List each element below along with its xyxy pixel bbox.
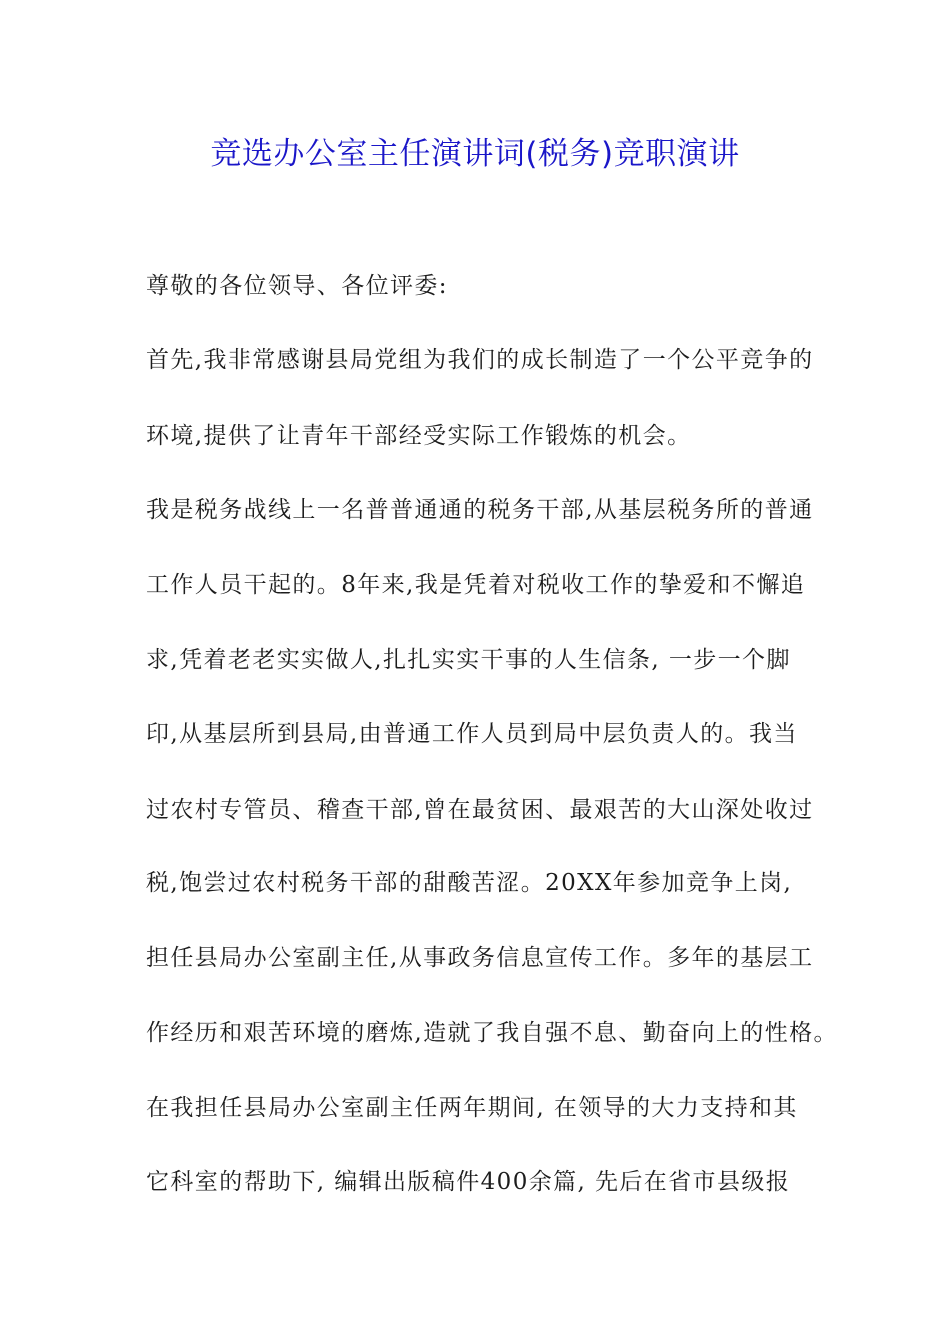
body-text-line: 工作人员干起的。8年来,我是凭着对税收工作的挚爱和不懈追 [146, 572, 806, 598]
body-text-line: 我是税务战线上一名普普通通的税务干部,从基层税务所的普通 [146, 497, 814, 523]
document-title: 竞选办公室主任演讲词(税务)竞职演讲 [210, 136, 740, 172]
body-text-line: 税,饱尝过农村税务干部的甜酸苦涩。20XX年参加竞争上岗, [146, 870, 793, 896]
body-text-line: 它科室的帮助下, 编辑出版稿件400余篇, 先后在省市县级报 [146, 1169, 791, 1195]
body-text-line: 作经历和艰苦环境的磨炼,造就了我自强不息、勤奋向上的性格。 [146, 1020, 838, 1046]
body-text-line: 过农村专管员、稽查干部,曾在最贫困、最艰苦的大山深处收过 [146, 797, 814, 823]
body-text-line: 首先,我非常感谢县局党组为我们的成长制造了一个公平竞争的 [146, 347, 814, 373]
body-text-line: 担任县局办公室副主任,从事政务信息宣传工作。多年的基层工 [146, 945, 814, 971]
body-text-line: 印,从基层所到县局,由普通工作人员到局中层负责人的。我当 [146, 721, 798, 747]
body-text-line: 在我担任县局办公室副主任两年期间, 在领导的大力支持和其 [146, 1095, 798, 1121]
salutation-line: 尊敬的各位领导、各位评委: [146, 273, 448, 299]
body-text-line: 环境,提供了让青年干部经受实际工作锻炼的机会。 [146, 423, 692, 449]
body-text-line: 求,凭着老老实实做人,扎扎实实干事的人生信条, 一步一个脚 [146, 647, 791, 673]
